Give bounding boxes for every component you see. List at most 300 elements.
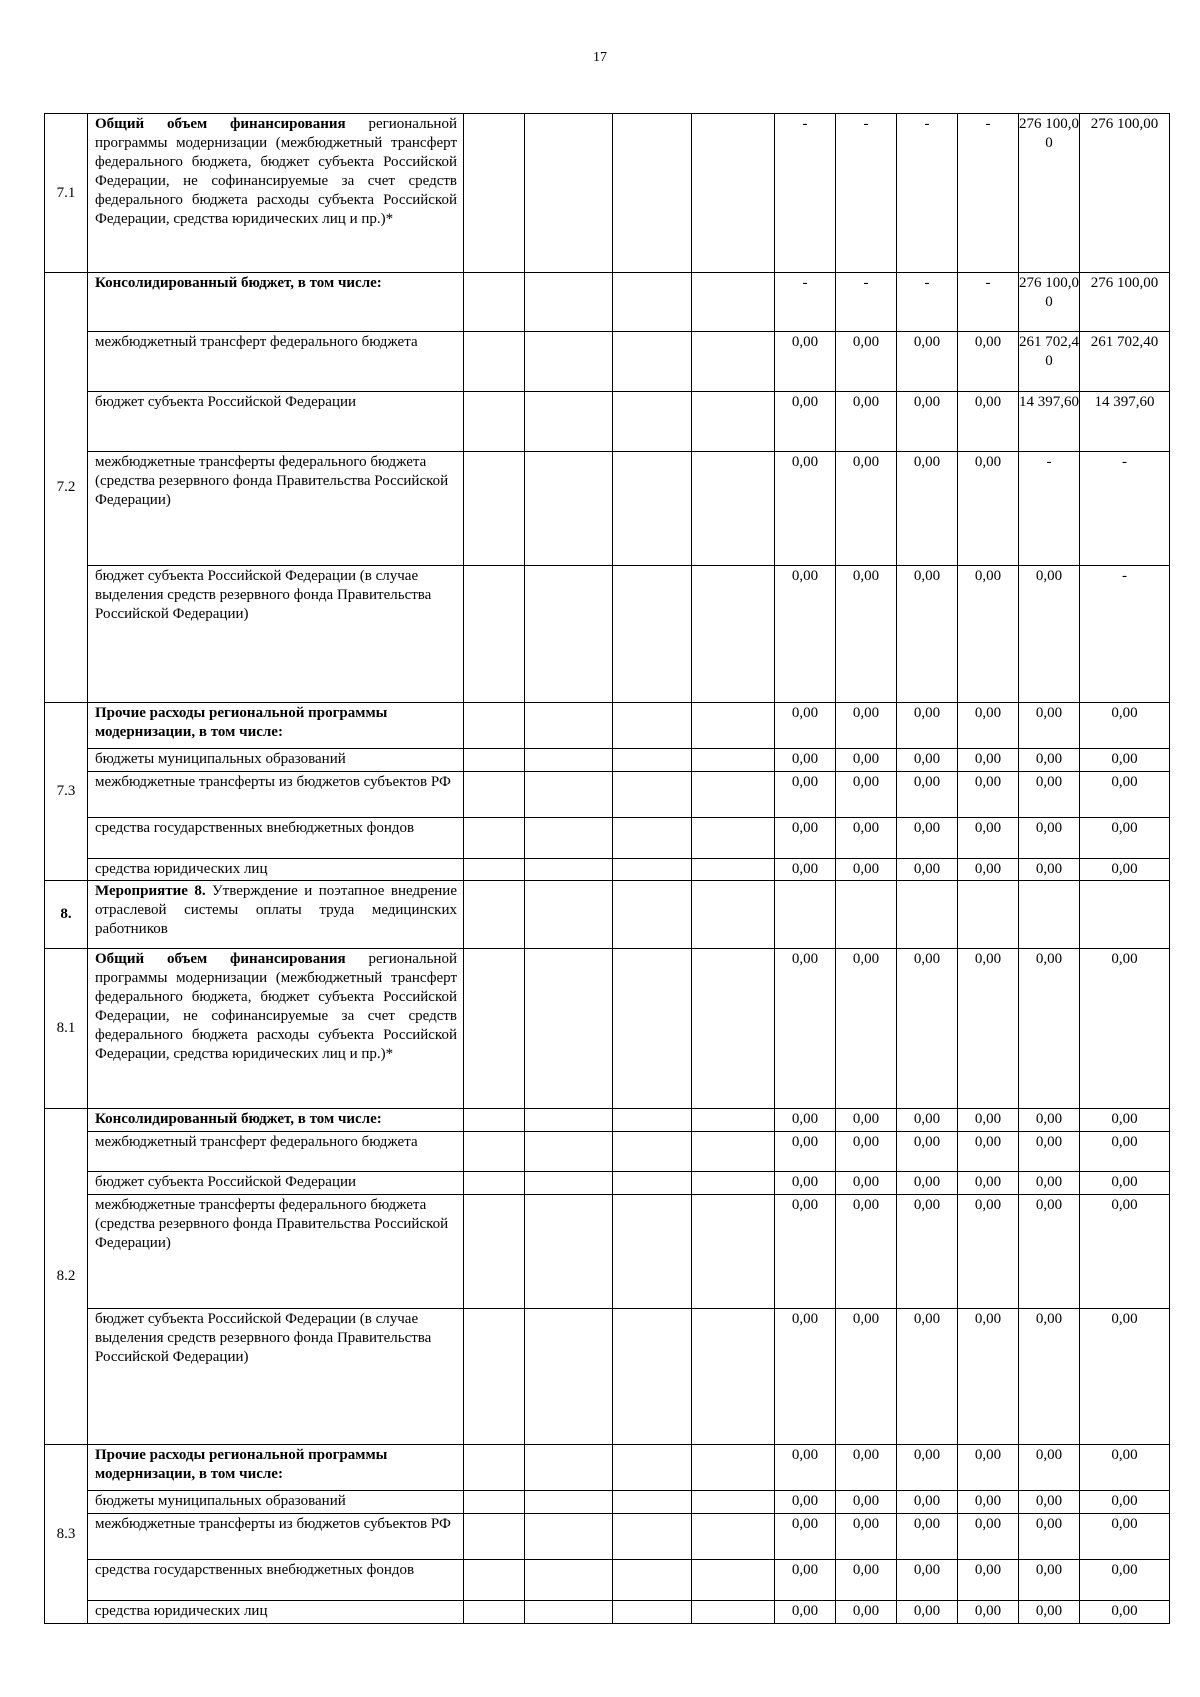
- value-cell: 0,00: [897, 1560, 958, 1601]
- empty-cell: [464, 1109, 525, 1132]
- empty-cell: [613, 881, 692, 949]
- empty-cell: [613, 772, 692, 818]
- empty-cell: [613, 332, 692, 392]
- row-description-text: межбюджетные трансферты из бюджетов субъектов РФ: [95, 1516, 451, 1532]
- empty-cell: [525, 452, 613, 566]
- empty-cell: [613, 1491, 692, 1514]
- row-description-text: средства государственных внебюджетных фондов: [95, 820, 415, 836]
- row-description-text: межбюджетные трансферты из бюджетов субъектов РФ: [95, 774, 451, 790]
- value-cell: 0,00: [897, 1491, 958, 1514]
- row-description-text: межбюджетный трансферт федерального бюджета: [95, 334, 418, 350]
- value-cell: 0,00: [1019, 1195, 1080, 1309]
- value-cell: 0,00: [836, 1195, 897, 1309]
- row-description-text: бюджет субъекта Российской Федерации (в случае выделения средств резервного фонда Правительства Российской Федерации): [95, 1311, 432, 1365]
- row-description: [88, 1309, 464, 1445]
- value-cell: 0,00: [1080, 818, 1170, 859]
- value-cell: 0,00: [958, 1491, 1019, 1514]
- value-cell: 0,00: [1019, 859, 1080, 881]
- value-cell: 0,00: [1080, 1172, 1170, 1195]
- value-cell: 0,00: [897, 332, 958, 392]
- financing-table: [44, 113, 1170, 1624]
- table-row: [45, 273, 1170, 332]
- value-cell: 0,00: [1080, 949, 1170, 1109]
- value-cell: 0,00: [836, 1172, 897, 1195]
- value-cell: -: [775, 114, 836, 273]
- empty-cell: [613, 566, 692, 703]
- row-description-bold: Общий объем финансирования: [95, 951, 346, 967]
- value-cell: 0,00: [836, 1514, 897, 1560]
- value-cell: 0,00: [897, 859, 958, 881]
- value-cell: -: [775, 273, 836, 332]
- value-cell: 0,00: [836, 566, 897, 703]
- empty-cell: [613, 452, 692, 566]
- value-cell: 276 100,00: [1080, 273, 1170, 332]
- value-cell: 0,00: [897, 1195, 958, 1309]
- row-description-text: средства юридических лиц: [95, 861, 268, 877]
- empty-cell: [525, 1445, 613, 1491]
- row-description: [88, 1601, 464, 1624]
- row-number: 8.: [45, 881, 88, 949]
- value-cell: -: [958, 114, 1019, 273]
- value-cell: 0,00: [775, 1109, 836, 1132]
- page-number: 17: [593, 50, 607, 65]
- row-description: [88, 1514, 464, 1560]
- value-cell: 0,00: [836, 1445, 897, 1491]
- table-row: [45, 332, 1170, 392]
- row-number: 8.1: [45, 949, 88, 1109]
- empty-cell: [613, 1309, 692, 1445]
- value-cell: 0,00: [836, 1560, 897, 1601]
- empty-cell: [525, 273, 613, 332]
- row-description: [88, 818, 464, 859]
- row-description: [88, 1109, 464, 1132]
- value-cell: 0,00: [958, 703, 1019, 749]
- value-cell: 0,00: [836, 1109, 897, 1132]
- value-cell: -: [958, 273, 1019, 332]
- value-cell: -: [836, 273, 897, 332]
- row-description-text: бюджет субъекта Российской Федерации (в случае выделения средств резервного фонда Правительства Российской Федерации): [95, 568, 432, 622]
- value-cell: 276 100,00: [1080, 114, 1170, 273]
- value-cell: 14 397,60: [1080, 392, 1170, 452]
- value-cell: 0,00: [897, 392, 958, 452]
- empty-cell: [692, 452, 775, 566]
- value-cell: 0,00: [958, 772, 1019, 818]
- empty-cell: [692, 703, 775, 749]
- table-row: [45, 818, 1170, 859]
- value-cell: 0,00: [836, 949, 897, 1109]
- empty-cell: [525, 1109, 613, 1132]
- value-cell: 0,00: [1019, 1132, 1080, 1172]
- row-description-text: межбюджетные трансферты федерального бюджета (средства резервного фонда Правительства Российской Федерации): [95, 1197, 449, 1251]
- table-row: [45, 114, 1170, 273]
- empty-cell: [525, 332, 613, 392]
- value-cell: 0,00: [958, 1514, 1019, 1560]
- value-cell: 0,00: [1019, 1560, 1080, 1601]
- value-cell: -: [1080, 566, 1170, 703]
- value-cell: 0,00: [1080, 1491, 1170, 1514]
- value-cell: -: [897, 114, 958, 273]
- table-row: [45, 1514, 1170, 1560]
- empty-cell: [692, 881, 775, 949]
- row-description: [88, 881, 464, 949]
- value-cell: 0,00: [1080, 1309, 1170, 1445]
- value-cell: 0,00: [1080, 1601, 1170, 1624]
- value-cell: [775, 881, 836, 949]
- empty-cell: [464, 703, 525, 749]
- row-description-text: средства государственных внебюджетных фондов: [95, 1562, 415, 1578]
- value-cell: 0,00: [897, 1514, 958, 1560]
- table-row: [45, 749, 1170, 772]
- empty-cell: [525, 703, 613, 749]
- table-row: [45, 1132, 1170, 1172]
- row-description: [88, 332, 464, 392]
- value-cell: 0,00: [958, 1172, 1019, 1195]
- value-cell: 0,00: [897, 1601, 958, 1624]
- empty-cell: [464, 1601, 525, 1624]
- empty-cell: [692, 818, 775, 859]
- empty-cell: [464, 392, 525, 452]
- value-cell: 0,00: [1080, 1514, 1170, 1560]
- value-cell: 0,00: [775, 772, 836, 818]
- empty-cell: [464, 749, 525, 772]
- value-cell: 0,00: [958, 949, 1019, 1109]
- value-cell: 0,00: [775, 1309, 836, 1445]
- empty-cell: [525, 1560, 613, 1601]
- value-cell: 0,00: [897, 772, 958, 818]
- value-cell: 0,00: [897, 566, 958, 703]
- row-description-bold: Консолидированный бюджет, в том числе:: [95, 1111, 382, 1127]
- value-cell: 0,00: [775, 1172, 836, 1195]
- value-cell: 0,00: [897, 949, 958, 1109]
- value-cell: 0,00: [958, 332, 1019, 392]
- value-cell: 0,00: [836, 452, 897, 566]
- row-description: [88, 114, 464, 273]
- empty-cell: [692, 1132, 775, 1172]
- table-row: [45, 1309, 1170, 1445]
- empty-cell: [525, 818, 613, 859]
- value-cell: 276 100,00: [1019, 273, 1080, 332]
- value-cell: 0,00: [1019, 1172, 1080, 1195]
- row-number: 7.2: [45, 273, 88, 703]
- value-cell: 0,00: [1019, 949, 1080, 1109]
- value-cell: 0,00: [897, 1309, 958, 1445]
- value-cell: 0,00: [775, 392, 836, 452]
- table-row: [45, 859, 1170, 881]
- value-cell: 0,00: [1019, 566, 1080, 703]
- value-cell: 0,00: [1019, 1309, 1080, 1445]
- value-cell: 0,00: [1019, 1491, 1080, 1514]
- value-cell: 0,00: [775, 859, 836, 881]
- row-number: 7.3: [45, 703, 88, 881]
- value-cell: 0,00: [958, 818, 1019, 859]
- empty-cell: [613, 949, 692, 1109]
- value-cell: [1080, 881, 1170, 949]
- value-cell: 0,00: [836, 703, 897, 749]
- value-cell: 0,00: [958, 749, 1019, 772]
- table-row: [45, 1601, 1170, 1624]
- row-description-text: бюджет субъекта Российской Федерации: [95, 394, 357, 410]
- value-cell: 0,00: [1080, 859, 1170, 881]
- row-description-text: бюджеты муниципальных образований: [95, 751, 346, 767]
- empty-cell: [692, 1491, 775, 1514]
- row-description-text: бюджеты муниципальных образований: [95, 1493, 346, 1509]
- row-description-bold: Консолидированный бюджет, в том числе:: [95, 275, 382, 291]
- value-cell: 0,00: [958, 1445, 1019, 1491]
- value-cell: 0,00: [1019, 703, 1080, 749]
- row-description: [88, 452, 464, 566]
- empty-cell: [525, 881, 613, 949]
- row-description: [88, 1132, 464, 1172]
- value-cell: 0,00: [775, 703, 836, 749]
- empty-cell: [464, 859, 525, 881]
- empty-cell: [525, 859, 613, 881]
- empty-cell: [692, 273, 775, 332]
- row-description: [88, 392, 464, 452]
- empty-cell: [613, 392, 692, 452]
- value-cell: 0,00: [1019, 818, 1080, 859]
- value-cell: 0,00: [775, 332, 836, 392]
- row-description-text: региональной программы модернизации (межбюджетный трансферт федерального бюджета, бюджет субъекта Российской Федерации, не софинансируемые за счет средств федерального бюджета расходы субъекта Российской Федерации, средства юридических лиц и пр.)*: [95, 951, 457, 1062]
- value-cell: 0,00: [775, 566, 836, 703]
- value-cell: 0,00: [775, 1491, 836, 1514]
- value-cell: -: [1080, 452, 1170, 566]
- row-description-text: бюджет субъекта Российской Федерации: [95, 1174, 357, 1190]
- value-cell: 0,00: [958, 1109, 1019, 1132]
- table-row: [45, 1109, 1170, 1132]
- empty-cell: [464, 1132, 525, 1172]
- empty-cell: [525, 566, 613, 703]
- value-cell: 0,00: [775, 949, 836, 1109]
- empty-cell: [464, 1514, 525, 1560]
- empty-cell: [692, 1195, 775, 1309]
- value-cell: 0,00: [1019, 1514, 1080, 1560]
- value-cell: 0,00: [775, 749, 836, 772]
- row-description: [88, 1491, 464, 1514]
- empty-cell: [464, 332, 525, 392]
- value-cell: 0,00: [1080, 1109, 1170, 1132]
- empty-cell: [464, 566, 525, 703]
- value-cell: 0,00: [836, 1601, 897, 1624]
- value-cell: 0,00: [897, 749, 958, 772]
- empty-cell: [613, 1445, 692, 1491]
- row-description: [88, 1172, 464, 1195]
- empty-cell: [464, 818, 525, 859]
- table-row: [45, 703, 1170, 749]
- value-cell: 0,00: [836, 772, 897, 818]
- value-cell: 0,00: [836, 1309, 897, 1445]
- value-cell: 0,00: [775, 1514, 836, 1560]
- value-cell: 0,00: [1080, 772, 1170, 818]
- value-cell: 0,00: [775, 1601, 836, 1624]
- value-cell: 0,00: [958, 1195, 1019, 1309]
- table-row: [45, 1560, 1170, 1601]
- value-cell: 276 100,00: [1019, 114, 1080, 273]
- empty-cell: [464, 1560, 525, 1601]
- empty-cell: [525, 1132, 613, 1172]
- value-cell: 0,00: [1080, 1560, 1170, 1601]
- empty-cell: [692, 749, 775, 772]
- value-cell: 0,00: [836, 818, 897, 859]
- table-row: [45, 1445, 1170, 1491]
- empty-cell: [692, 1109, 775, 1132]
- empty-cell: [613, 1109, 692, 1132]
- value-cell: 0,00: [897, 1445, 958, 1491]
- value-cell: 0,00: [897, 1109, 958, 1132]
- empty-cell: [613, 1132, 692, 1172]
- row-description: [88, 1560, 464, 1601]
- value-cell: 261 702,40: [1080, 332, 1170, 392]
- table-row: [45, 1195, 1170, 1309]
- table-row: [45, 452, 1170, 566]
- empty-cell: [464, 772, 525, 818]
- value-cell: [1019, 881, 1080, 949]
- empty-cell: [613, 1601, 692, 1624]
- value-cell: 0,00: [1019, 1601, 1080, 1624]
- empty-cell: [464, 114, 525, 273]
- empty-cell: [525, 749, 613, 772]
- value-cell: 0,00: [775, 1445, 836, 1491]
- empty-cell: [464, 1195, 525, 1309]
- empty-cell: [525, 1309, 613, 1445]
- value-cell: 0,00: [897, 1172, 958, 1195]
- value-cell: 14 397,60: [1019, 392, 1080, 452]
- empty-cell: [464, 949, 525, 1109]
- empty-cell: [692, 1560, 775, 1601]
- value-cell: [836, 881, 897, 949]
- row-description-bold: Общий объем финансирования: [95, 116, 346, 132]
- value-cell: 0,00: [1080, 1195, 1170, 1309]
- empty-cell: [613, 114, 692, 273]
- value-cell: 0,00: [775, 1560, 836, 1601]
- empty-cell: [692, 949, 775, 1109]
- empty-cell: [692, 1172, 775, 1195]
- table-row: [45, 1491, 1170, 1514]
- value-cell: 0,00: [1019, 749, 1080, 772]
- empty-cell: [692, 1309, 775, 1445]
- empty-cell: [525, 1491, 613, 1514]
- table-row: [45, 1172, 1170, 1195]
- value-cell: 0,00: [836, 1491, 897, 1514]
- row-description: [88, 859, 464, 881]
- table-row: [45, 772, 1170, 818]
- value-cell: 0,00: [958, 392, 1019, 452]
- empty-cell: [692, 1445, 775, 1491]
- row-number: 7.1: [45, 114, 88, 273]
- empty-cell: [525, 114, 613, 273]
- row-number: 8.2: [45, 1109, 88, 1445]
- empty-cell: [692, 1601, 775, 1624]
- row-description-bold: Мероприятие 8.: [95, 883, 206, 899]
- empty-cell: [525, 1514, 613, 1560]
- row-description-bold: Прочие расходы региональной программы модернизации, в том числе:: [95, 705, 388, 740]
- value-cell: 0,00: [897, 703, 958, 749]
- value-cell: 0,00: [836, 749, 897, 772]
- value-cell: 0,00: [1019, 1109, 1080, 1132]
- value-cell: 0,00: [958, 1601, 1019, 1624]
- empty-cell: [613, 749, 692, 772]
- value-cell: 0,00: [836, 392, 897, 452]
- value-cell: 0,00: [958, 859, 1019, 881]
- empty-cell: [692, 392, 775, 452]
- row-description: [88, 1195, 464, 1309]
- value-cell: -: [897, 273, 958, 332]
- value-cell: 0,00: [1080, 703, 1170, 749]
- empty-cell: [613, 1172, 692, 1195]
- empty-cell: [464, 1491, 525, 1514]
- row-description-text: региональной программы модернизации (межбюджетный трансферт федерального бюджета, бюджет субъекта Российской Федерации, не софинансируемые за счет средств федерального бюджета расходы субъекта Российской Федерации, средства юридических лиц и пр.)*: [95, 116, 457, 227]
- value-cell: 0,00: [897, 818, 958, 859]
- row-description-bold: Прочие расходы региональной программы модернизации, в том числе:: [95, 1447, 388, 1482]
- row-description: [88, 772, 464, 818]
- value-cell: 0,00: [958, 1560, 1019, 1601]
- row-description-text: средства юридических лиц: [95, 1603, 268, 1619]
- empty-cell: [464, 452, 525, 566]
- row-description: [88, 1445, 464, 1491]
- value-cell: 0,00: [836, 859, 897, 881]
- empty-cell: [464, 273, 525, 332]
- empty-cell: [525, 1601, 613, 1624]
- empty-cell: [613, 859, 692, 881]
- value-cell: 0,00: [897, 452, 958, 566]
- empty-cell: [464, 881, 525, 949]
- value-cell: 0,00: [836, 1132, 897, 1172]
- empty-cell: [525, 949, 613, 1109]
- table-row: [45, 392, 1170, 452]
- value-cell: 0,00: [775, 452, 836, 566]
- value-cell: [897, 881, 958, 949]
- row-description-text: Утверждение и поэтапное внедрение отраслевой системы оплаты труда медицинских работников: [95, 883, 457, 937]
- value-cell: 0,00: [1080, 1445, 1170, 1491]
- empty-cell: [464, 1172, 525, 1195]
- row-description: [88, 749, 464, 772]
- empty-cell: [613, 703, 692, 749]
- empty-cell: [692, 114, 775, 273]
- row-description: [88, 949, 464, 1109]
- empty-cell: [464, 1445, 525, 1491]
- row-number: 8.3: [45, 1445, 88, 1624]
- value-cell: 0,00: [775, 1195, 836, 1309]
- value-cell: 0,00: [1019, 1445, 1080, 1491]
- empty-cell: [692, 566, 775, 703]
- empty-cell: [613, 273, 692, 332]
- value-cell: 0,00: [1080, 1132, 1170, 1172]
- table-row: [45, 881, 1170, 949]
- empty-cell: [525, 1172, 613, 1195]
- value-cell: 0,00: [775, 1132, 836, 1172]
- value-cell: [958, 881, 1019, 949]
- row-description: [88, 273, 464, 332]
- empty-cell: [613, 818, 692, 859]
- row-description: [88, 566, 464, 703]
- empty-cell: [525, 772, 613, 818]
- row-description: [88, 703, 464, 749]
- value-cell: 0,00: [958, 452, 1019, 566]
- value-cell: -: [836, 114, 897, 273]
- value-cell: 0,00: [1019, 772, 1080, 818]
- value-cell: 261 702,40: [1019, 332, 1080, 392]
- value-cell: 0,00: [958, 566, 1019, 703]
- value-cell: 0,00: [958, 1309, 1019, 1445]
- empty-cell: [613, 1514, 692, 1560]
- empty-cell: [525, 392, 613, 452]
- table-body: [45, 114, 1170, 1624]
- table-row: [45, 949, 1170, 1109]
- row-description-text: межбюджетные трансферты федерального бюджета (средства резервного фонда Правительства Российской Федерации): [95, 454, 449, 508]
- value-cell: 0,00: [1080, 749, 1170, 772]
- empty-cell: [692, 332, 775, 392]
- value-cell: -: [1019, 452, 1080, 566]
- table-row: [45, 566, 1170, 703]
